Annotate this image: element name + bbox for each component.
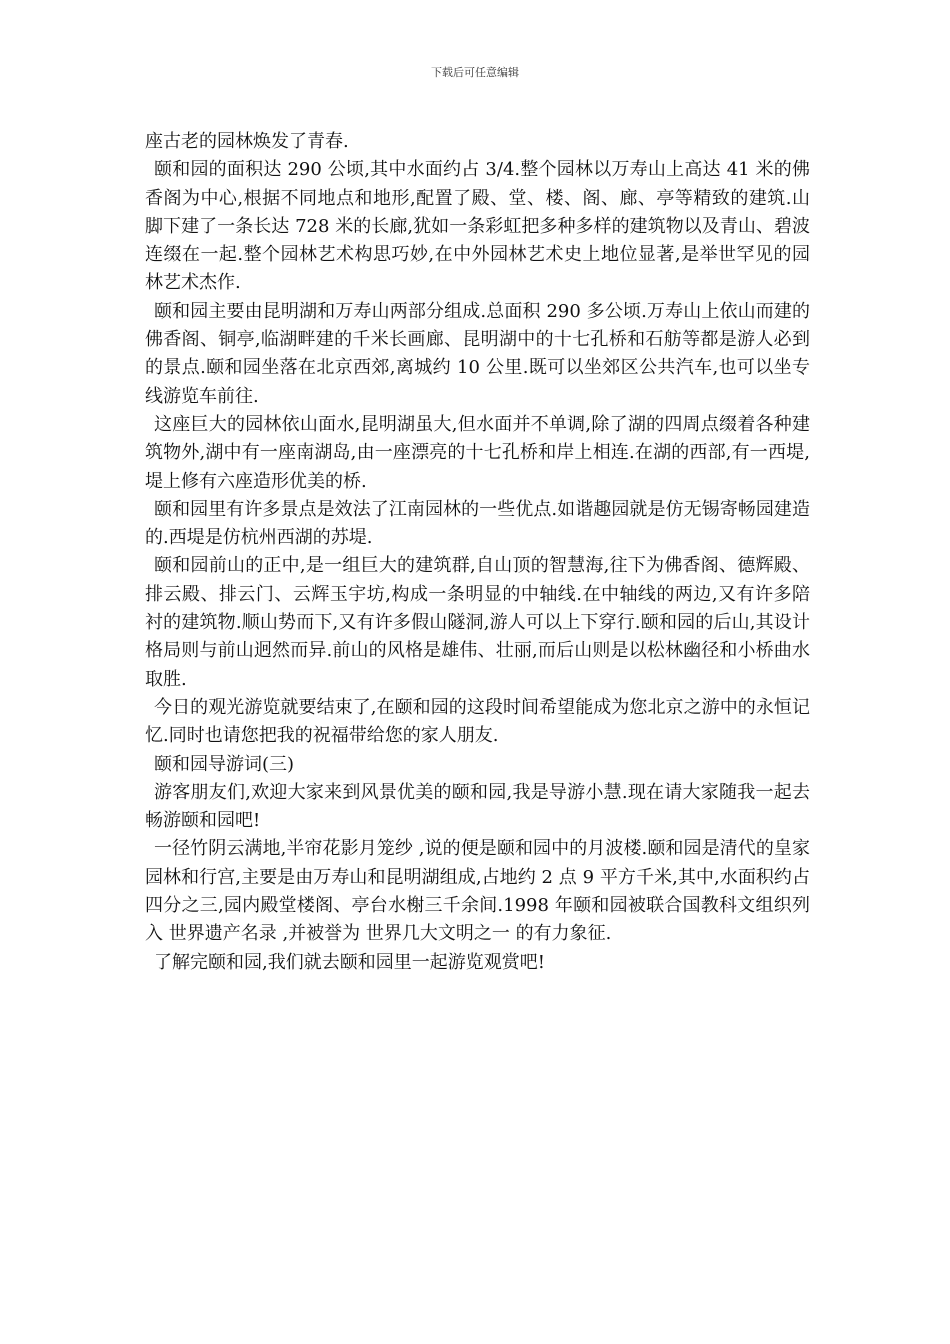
paragraph-continuation: 座古老的园林焕发了青春.: [145, 131, 349, 152]
section-heading: 颐和园导游词(三): [154, 753, 295, 775]
paragraph-farewell: 今日的观光游览就要结束了,在颐和园的这段时间希望能成为您北京之游中的永恒记忆.同时也请您把我的祝福带给您的家人朋友.: [145, 696, 810, 747]
paragraph-area-overview: 颐和园的面积达 290 公顷,其中水面约占 3/4.整个园林以万寿山上高达 41 米的佛香阁为中心,根据不同地点和地形,配置了殿、堂、楼、阁、廊、亭等精致的建筑.山脚下建了一条长达 728 米的长廊,犹如一条彩虹把多种多样的建筑物以及青山、碧波连缀在一起.整个园林艺术构思巧妙,在中外园林艺术史上地位显著,是举世罕见的园林艺术杰作.: [145, 159, 810, 294]
paragraph-moon-wave-tower: 一径竹阴云满地,半帘花影月笼纱 ,说的便是颐和园中的月波楼.颐和园是清代的皇家园林和行宫,主要是由万寿山和昆明湖组成,占地约 2 点 9 平方千米,其中,水面积约占四分之三,园内殿堂楼阁、亭台水榭三千余间.1998 年颐和园被联合国教科文组织列入 世界遗产名录 ,并被誉为 世界几大文明之一 的有力象征.: [145, 838, 810, 945]
paragraph-composition: 颐和园主要由昆明湖和万寿山两部分组成.总面积 290 多公顷.万寿山上依山而建的佛香阁、铜亭,临湖畔建的千米长画廊、昆明湖中的十七孔桥和石舫等都是游人必到的景点.颐和园坐落在北京西郊,离城约 10 公里.既可以坐郊区公共汽车,也可以坐专线游览车前往.: [145, 300, 810, 407]
paragraph-welcome: 游客朋友们,欢迎大家来到风景优美的颐和园,我是导游小慧.现在请大家随我一起去畅游颐和园吧!: [145, 781, 810, 832]
paragraph-front-hill: 颐和园前山的正中,是一组巨大的建筑群,自山顶的智慧海,往下为佛香阁、德辉殿、排云殿、排云门、云辉玉宇坊,构成一条明显的中轴线.在中轴线的两边,又有许多陪衬的建筑物.顺山势而下,又有许多假山隧洞,游人可以上下穿行.颐和园的后山,其设计格局则与前山迥然而异.前山的风格是雄伟、壮丽,而后山则是以松林幽径和小桥曲水取胜.: [145, 555, 810, 690]
paragraph-tour-start: 了解完颐和园,我们就去颐和园里一起游览观赏吧!: [154, 951, 545, 973]
document-body: [145, 128, 810, 977]
paragraph-lake: 这座巨大的园林依山面水,昆明湖虽大,但水面并不单调,除了湖的四周点缀着各种建筑物外,湖中有一座南湖岛,由一座漂亮的十七孔桥和岸上相连.在湖的西部,有一西堤,堤上修有六座造形优美的桥.: [145, 413, 810, 492]
paragraph-jiangnan-gardens: 颐和园里有许多景点是效法了江南园林的一些优点.如谐趣园就是仿无锡寄畅园建造的.西堤是仿杭州西湖的苏堤.: [145, 498, 810, 549]
page-header: 下载后可任意编辑: [431, 66, 519, 79]
